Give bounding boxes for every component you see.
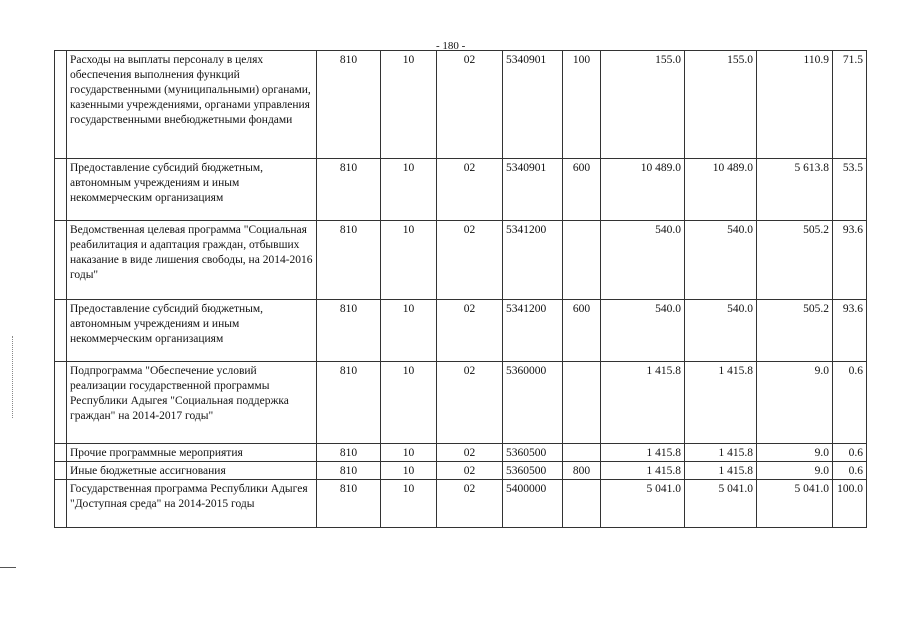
target-article-code: 5360000 [503,362,563,444]
section-code: 10 [381,51,437,159]
ved-code: 810 [317,221,381,300]
ved-code: 810 [317,444,381,462]
execution-percent: 0.6 [833,362,867,444]
ved-code: 810 [317,462,381,480]
amount-approved: 1 415.8 [601,362,685,444]
row-description: Государственная программа Республики Адыгея "Доступная среда" на 2014-2015 годы [67,480,317,528]
amount-executed: 9.0 [757,362,833,444]
section-code: 10 [381,362,437,444]
target-article-code: 5340901 [503,51,563,159]
amount-approved: 155.0 [601,51,685,159]
amount-approved: 540.0 [601,221,685,300]
target-article-code: 5360500 [503,462,563,480]
row-description: Предоставление субсидий бюджетным, автономным учреждениям и иным некоммерческим организациям [67,300,317,362]
execution-percent: 71.5 [833,51,867,159]
execution-percent: 93.6 [833,300,867,362]
amount-approved: 10 489.0 [601,159,685,221]
expense-type-code [563,221,601,300]
subsection-code: 02 [437,444,503,462]
table-row [55,444,867,462]
amount-refined: 1 415.8 [685,362,757,444]
table-row [55,362,867,444]
amount-refined: 1 415.8 [685,444,757,462]
subsection-code: 02 [437,462,503,480]
amount-refined: 5 041.0 [685,480,757,528]
amount-executed: 9.0 [757,444,833,462]
expense-type-code [563,444,601,462]
margin-cell [55,51,67,159]
ved-code: 810 [317,51,381,159]
subsection-code: 02 [437,221,503,300]
amount-approved: 1 415.8 [601,462,685,480]
ved-code: 810 [317,159,381,221]
subsection-code: 02 [437,51,503,159]
table-row [55,462,867,480]
expense-type-code [563,480,601,528]
margin-cell [55,221,67,300]
section-code: 10 [381,159,437,221]
ved-code: 810 [317,480,381,528]
amount-approved: 1 415.8 [601,444,685,462]
amount-executed: 505.2 [757,221,833,300]
amount-executed: 9.0 [757,462,833,480]
binder-mark [12,336,14,418]
row-description: Прочие программные мероприятия [67,444,317,462]
budget-table [54,50,867,528]
expense-type-code [563,362,601,444]
target-article-code: 5341200 [503,221,563,300]
table-row [55,51,867,159]
ved-code: 810 [317,300,381,362]
execution-percent: 0.6 [833,444,867,462]
target-article-code: 5360500 [503,444,563,462]
table-row [55,221,867,300]
margin-cell [55,462,67,480]
expense-type-code: 600 [563,300,601,362]
execution-percent: 53.5 [833,159,867,221]
amount-executed: 110.9 [757,51,833,159]
subsection-code: 02 [437,362,503,444]
target-article-code: 5400000 [503,480,563,528]
amount-refined: 155.0 [685,51,757,159]
margin-cell [55,159,67,221]
margin-cell [55,300,67,362]
amount-refined: 1 415.8 [685,462,757,480]
target-article-code: 5340901 [503,159,563,221]
subsection-code: 02 [437,300,503,362]
ved-code: 810 [317,362,381,444]
target-article-code: 5341200 [503,300,563,362]
margin-cell [55,362,67,444]
expense-type-code: 100 [563,51,601,159]
section-code: 10 [381,462,437,480]
amount-approved: 5 041.0 [601,480,685,528]
amount-approved: 540.0 [601,300,685,362]
subsection-code: 02 [437,159,503,221]
amount-executed: 505.2 [757,300,833,362]
section-code: 10 [381,221,437,300]
table-row [55,159,867,221]
section-code: 10 [381,444,437,462]
amount-refined: 10 489.0 [685,159,757,221]
row-description: Расходы на выплаты персоналу в целях обеспечения выполнения функций государственными (муниципальными) органами, казенными учреждениями, органами управления государственными внебюджетными фондами [67,51,317,159]
amount-refined: 540.0 [685,221,757,300]
amount-refined: 540.0 [685,300,757,362]
row-description: Иные бюджетные ассигнования [67,462,317,480]
execution-percent: 0.6 [833,462,867,480]
table-row [55,300,867,362]
expense-type-code: 800 [563,462,601,480]
binder-dash [0,567,16,568]
margin-cell [55,444,67,462]
amount-executed: 5 613.8 [757,159,833,221]
amount-executed: 5 041.0 [757,480,833,528]
section-code: 10 [381,480,437,528]
expense-type-code: 600 [563,159,601,221]
execution-percent: 93.6 [833,221,867,300]
execution-percent: 100.0 [833,480,867,528]
row-description: Предоставление субсидий бюджетным, автономным учреждениям и иным некоммерческим организациям [67,159,317,221]
margin-cell [55,480,67,528]
table-row [55,480,867,528]
page-number: - 180 - [436,40,466,52]
section-code: 10 [381,300,437,362]
row-description: Подпрограмма "Обеспечение условий реализации государственной программы Республики Адыгея "Социальная поддержка граждан" на 2014-2017 годы" [67,362,317,444]
row-description: Ведомственная целевая программа "Социальная реабилитация и адаптация граждан, отбывших наказание в виде лишения свободы, на 2014-2016 годы" [67,221,317,300]
subsection-code: 02 [437,480,503,528]
